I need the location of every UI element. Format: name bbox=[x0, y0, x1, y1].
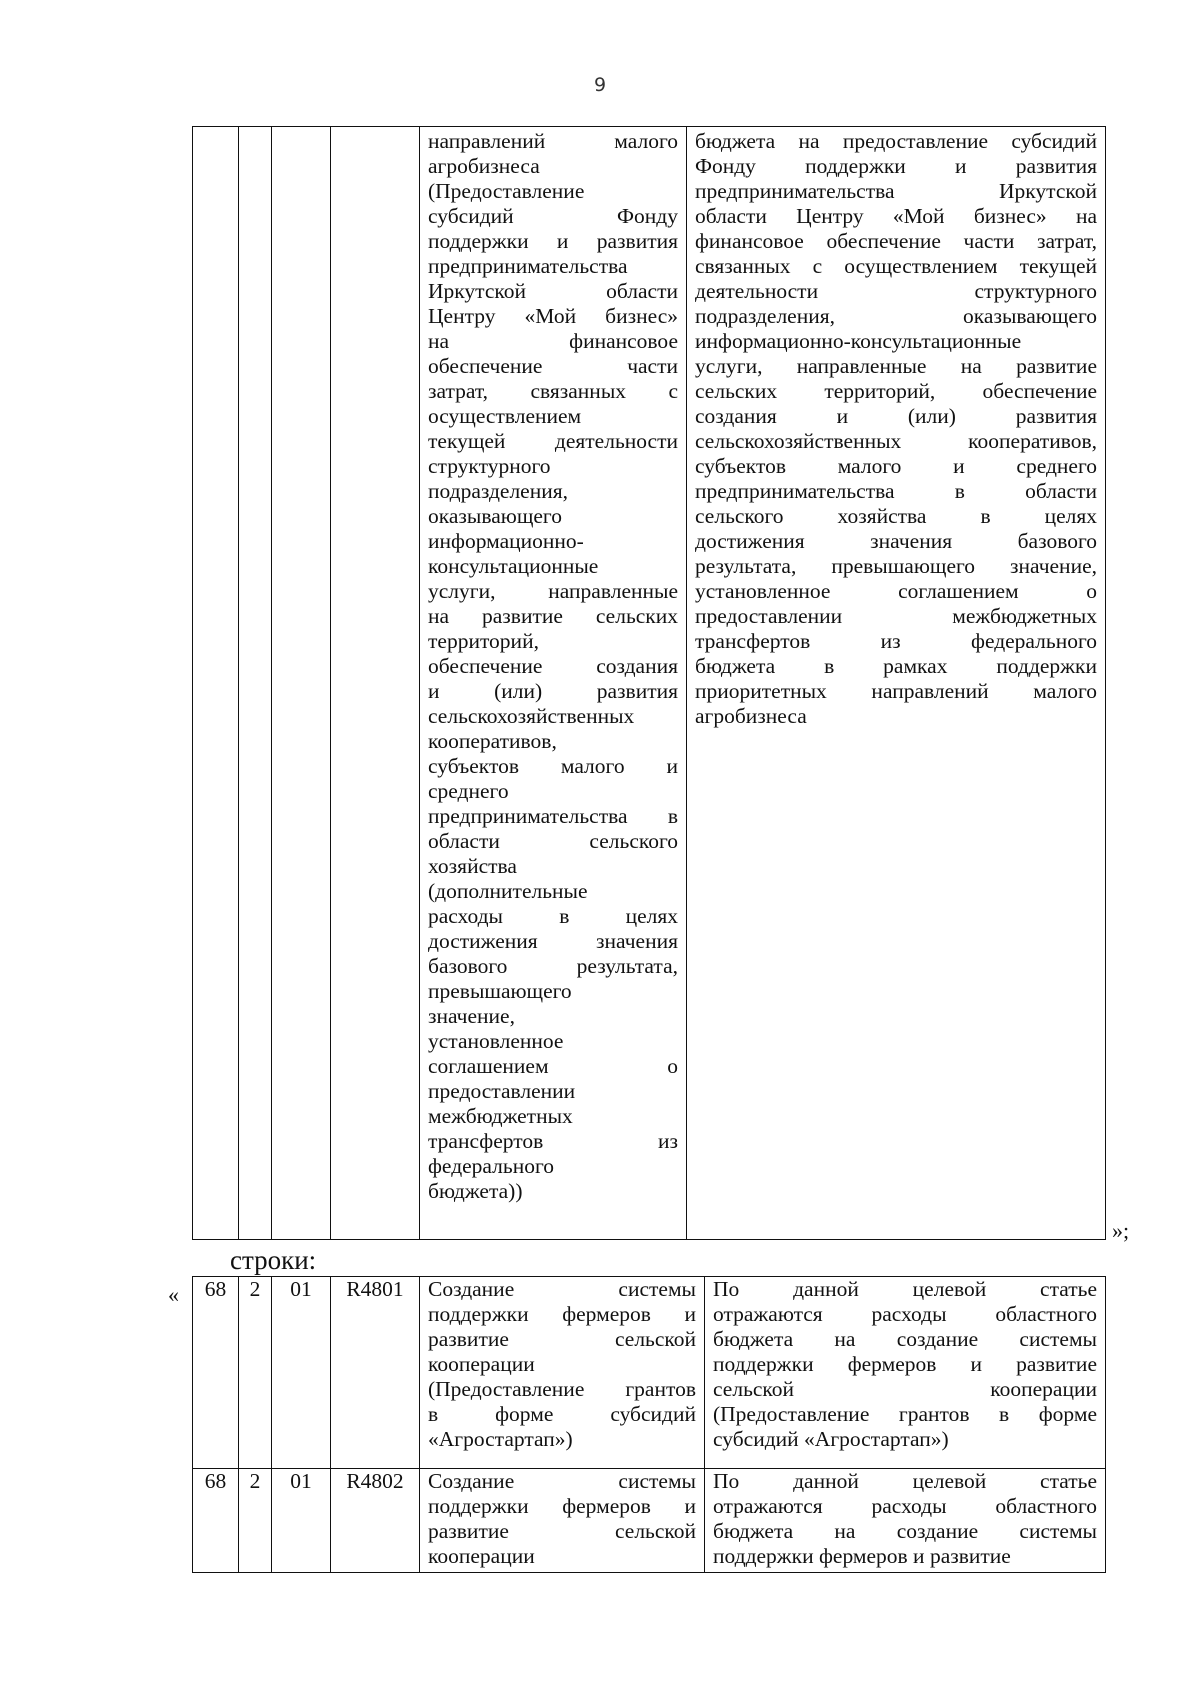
empty-cell bbox=[239, 127, 272, 1240]
text-line: бюджета на создание системы bbox=[713, 1327, 1097, 1351]
text-line: превышающего bbox=[428, 979, 572, 1003]
text-line: (Предоставление bbox=[428, 179, 585, 203]
text-line: поддержки фермеров и развитие bbox=[713, 1544, 1011, 1568]
text-line: и (или) развития bbox=[428, 679, 678, 703]
text-line: бюджета на создание системы bbox=[713, 1519, 1097, 1543]
text-line: значение, bbox=[428, 1004, 515, 1028]
text-line: агробизнеса bbox=[695, 704, 807, 728]
text-line: федерального bbox=[428, 1154, 554, 1178]
text-line: кооперативов, bbox=[428, 729, 557, 753]
text-line: сельскохозяйственных кооперативов, bbox=[695, 429, 1097, 453]
text-line: установленное bbox=[428, 1029, 564, 1053]
text-line: (дополнительные bbox=[428, 879, 588, 903]
empty-cell bbox=[331, 127, 420, 1240]
closing-quote: »; bbox=[1112, 1218, 1130, 1243]
code-column-1: 68 bbox=[193, 1277, 239, 1469]
text-line: связанных с осуществлением текущей bbox=[695, 254, 1097, 278]
text-line: достижения значения базового bbox=[695, 529, 1097, 553]
text-line: на развитие сельских bbox=[428, 604, 678, 628]
text-line: предоставлении межбюджетных bbox=[695, 604, 1097, 628]
text-line: консультационные bbox=[428, 554, 599, 578]
text-line: среднего bbox=[428, 779, 509, 803]
text-line: обеспечение части bbox=[428, 354, 678, 378]
opening-quote: « bbox=[168, 1282, 179, 1307]
text-line: По данной целевой статье bbox=[713, 1469, 1097, 1493]
text-line: сельского хозяйства в целях bbox=[695, 504, 1097, 528]
text-line: кооперации bbox=[428, 1544, 535, 1568]
text-line: подразделения, оказывающего bbox=[695, 304, 1097, 328]
text-line: области Центру «Мой бизнес» на bbox=[695, 204, 1097, 228]
text-line: субъектов малого и среднего bbox=[695, 454, 1097, 478]
text-line: сельских территорий, обеспечение bbox=[695, 379, 1097, 403]
text-line: бюджета на предоставление субсидий bbox=[695, 129, 1097, 153]
code-column-3: 01 bbox=[272, 1277, 331, 1469]
text-line: предпринимательства в области bbox=[695, 479, 1097, 503]
target-article-name-cell bbox=[420, 127, 687, 1240]
text-line: бюджета в рамках поддержки bbox=[695, 654, 1097, 678]
section-heading: строки: bbox=[230, 1245, 317, 1275]
text-line: трансфертов из bbox=[428, 1129, 678, 1153]
code-column-2: 2 bbox=[239, 1469, 272, 1573]
page-number: 9 bbox=[593, 74, 607, 96]
text-line: информационно-консультационные bbox=[695, 329, 1022, 353]
empty-cell bbox=[272, 127, 331, 1240]
text-line: расходы в целях bbox=[428, 904, 678, 928]
text-line: подразделения, bbox=[428, 479, 569, 503]
text-line: деятельности структурного bbox=[695, 279, 1097, 303]
text-line: бюджета)) bbox=[428, 1179, 523, 1203]
text-line: предпринимательства bbox=[428, 254, 628, 278]
text-line: базового результата, bbox=[428, 954, 678, 978]
text-line: предоставлении bbox=[428, 1079, 576, 1103]
target-article-name-cell bbox=[420, 1469, 705, 1573]
text-line: хозяйства bbox=[428, 854, 517, 878]
text-line: межбюджетных bbox=[428, 1104, 573, 1128]
text-line: услуги, направленные на развитие bbox=[695, 354, 1097, 378]
target-article-description-cell bbox=[687, 127, 1106, 1240]
text-line: услуги, направленные bbox=[428, 579, 678, 603]
text-line: обеспечение создания bbox=[428, 654, 678, 678]
text-line: субсидий «Агростартап») bbox=[713, 1427, 949, 1451]
text-line: оказывающего bbox=[428, 504, 562, 528]
text-line: достижения значения bbox=[428, 929, 678, 953]
text-line: По данной целевой статье bbox=[713, 1277, 1097, 1301]
text-line: приоритетных направлений малого bbox=[695, 679, 1097, 703]
text-line: Фонду поддержки и развития bbox=[695, 154, 1097, 178]
text-line: (Предоставление грантов в форме bbox=[713, 1402, 1097, 1426]
text-line: сельской кооперации bbox=[713, 1377, 1097, 1401]
code-column-1: 68 bbox=[193, 1469, 239, 1573]
table-row bbox=[193, 127, 1106, 1240]
text-line: агробизнеса bbox=[428, 154, 540, 178]
text-line: Создание системы bbox=[428, 1277, 696, 1301]
text-line: на финансовое bbox=[428, 329, 678, 353]
text-line: установленное соглашением о bbox=[695, 579, 1097, 603]
text-line: поддержки фермеров и развитие bbox=[713, 1352, 1097, 1376]
text-line: территорий, bbox=[428, 629, 539, 653]
text-line: кооперации bbox=[428, 1352, 535, 1376]
empty-cell bbox=[193, 127, 239, 1240]
target-article-description-cell bbox=[705, 1277, 1106, 1469]
text-line: структурного bbox=[428, 454, 551, 478]
text-line: поддержки фермеров и bbox=[428, 1302, 696, 1326]
text-line: направлений малого bbox=[428, 129, 678, 153]
text-line: сельскохозяйственных bbox=[428, 704, 635, 728]
text-line: трансфертов из федерального bbox=[695, 629, 1097, 653]
text-line: финансовое обеспечение части затрат, bbox=[695, 229, 1097, 253]
table-row bbox=[193, 1469, 1106, 1573]
text-line: «Агростартап») bbox=[428, 1427, 573, 1451]
text-line: осуществлением bbox=[428, 404, 582, 428]
text-line: текущей деятельности bbox=[428, 429, 678, 453]
text-line: субсидий Фонду bbox=[428, 204, 678, 228]
text-line: создания и (или) развития bbox=[695, 404, 1097, 428]
budget-table-continued bbox=[192, 126, 1106, 1240]
text-line: субъектов малого и bbox=[428, 754, 678, 778]
text-line: поддержки фермеров и bbox=[428, 1494, 696, 1518]
budget-table-new-rows bbox=[192, 1276, 1106, 1573]
target-article-description-cell bbox=[705, 1469, 1106, 1573]
text-line: отражаются расходы областного bbox=[713, 1302, 1097, 1326]
text-line: соглашением о bbox=[428, 1054, 678, 1078]
text-line: Создание системы bbox=[428, 1469, 696, 1493]
text-line: Центру «Мой бизнес» bbox=[428, 304, 678, 328]
text-line: Иркутской области bbox=[428, 279, 678, 303]
text-line: области сельского bbox=[428, 829, 678, 853]
text-line: результата, превышающего значение, bbox=[695, 554, 1097, 578]
code-column-3: 01 bbox=[272, 1469, 331, 1573]
text-line: затрат, связанных с bbox=[428, 379, 678, 403]
target-article-code: R4801 bbox=[331, 1277, 420, 1469]
target-article-code: R4802 bbox=[331, 1469, 420, 1573]
text-line: в форме субсидий bbox=[428, 1402, 696, 1426]
code-column-2: 2 bbox=[239, 1277, 272, 1469]
text-line: отражаются расходы областного bbox=[713, 1494, 1097, 1518]
text-line: развитие сельской bbox=[428, 1327, 696, 1351]
text-line: предпринимательства Иркутской bbox=[695, 179, 1097, 203]
target-article-name-cell bbox=[420, 1277, 705, 1469]
table-row bbox=[193, 1277, 1106, 1469]
text-line: развитие сельской bbox=[428, 1519, 696, 1543]
text-line: поддержки и развития bbox=[428, 229, 678, 253]
text-line: (Предоставление грантов bbox=[428, 1377, 696, 1401]
text-line: информационно- bbox=[428, 529, 584, 553]
text-line: предпринимательства в bbox=[428, 804, 678, 828]
